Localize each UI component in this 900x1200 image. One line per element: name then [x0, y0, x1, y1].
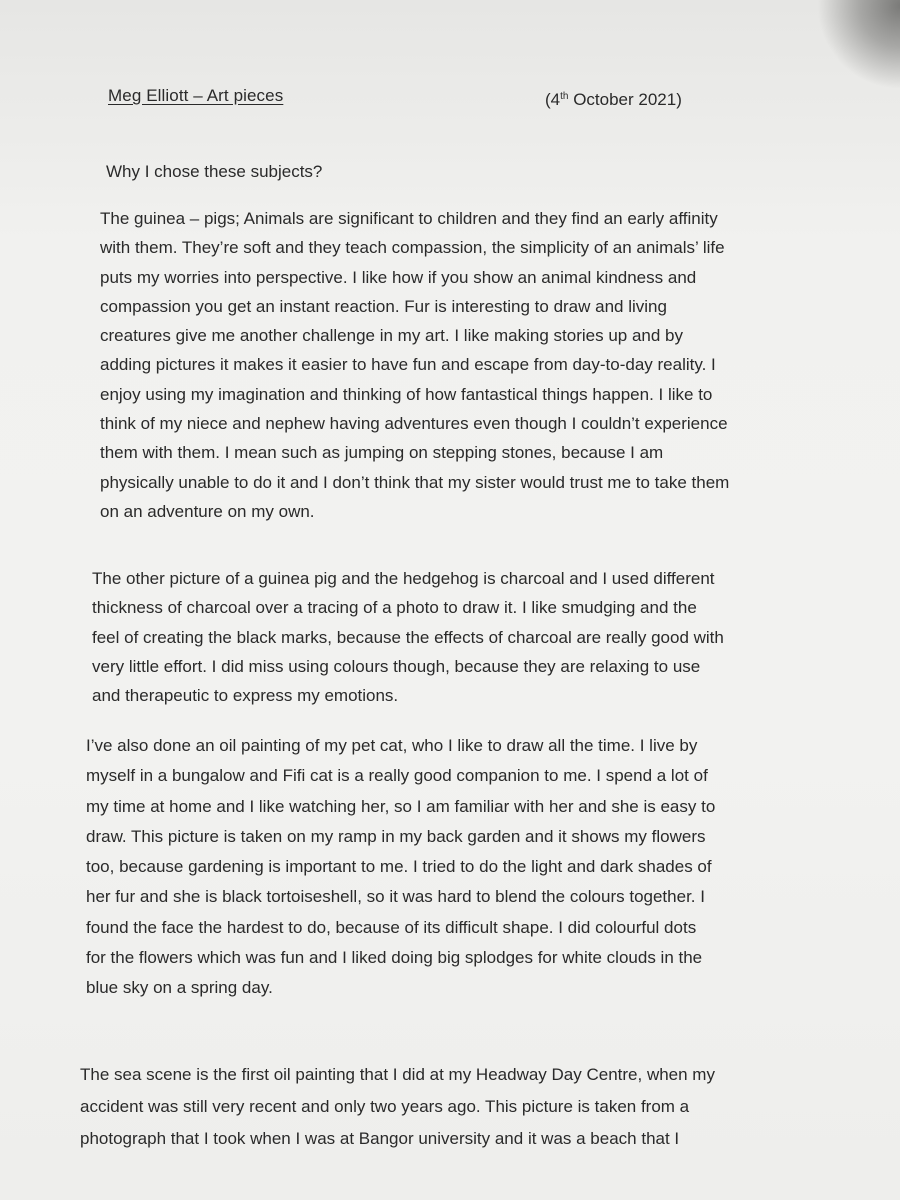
- text-line: for the flowers which was fun and I liked doing big splodges for white clouds in the: [86, 948, 703, 968]
- text-line: The other picture of a guinea pig and the hedgehog is charcoal and I used different: [92, 569, 715, 588]
- section-question: Why I chose these subjects?: [106, 162, 323, 181]
- text-line: my time at home and I like watching her, so I am familiar with her and she is easy to: [86, 796, 716, 816]
- paragraph-cat-painting: [86, 731, 715, 1004]
- date-prefix: (4: [545, 90, 561, 109]
- paragraph-sea-scene: [80, 1059, 715, 1155]
- text-line: draw. This picture is taken on my ramp in my back garden and it shows my flowers: [86, 826, 706, 846]
- text-line: compassion you get an instant reaction. Fur is interesting to draw and living: [100, 296, 667, 316]
- text-line: too, because gardening is important to me. I tried to do the light and dark shades of: [86, 857, 712, 877]
- text-line: adding pictures it makes it easier to have fun and escape from day-to-day reality. I: [100, 355, 716, 375]
- text-line: them with them. I mean such as jumping on stepping stones, because I am: [100, 443, 664, 463]
- text-line: enjoy using my imagination and thinking of how fantastical things happen. I like to: [100, 384, 713, 404]
- text-line: blue sky on a spring day.: [86, 978, 273, 998]
- paragraph-guinea-pigs: [100, 204, 729, 526]
- paragraph-charcoal: [92, 564, 724, 710]
- text-line: with them. They’re soft and they teach compassion, the simplicity of an animals’ life: [100, 238, 725, 258]
- text-line: thickness of charcoal over a tracing of a photo to draw it. I like smudging and the: [92, 598, 697, 618]
- text-line: on an adventure on my own.: [100, 501, 315, 521]
- text-line: creatures give me another challenge in my art. I like making stories up and by: [100, 326, 684, 346]
- text-line: I’ve also done an oil painting of my pet cat, who I like to draw all the time. I live by: [86, 736, 698, 755]
- document-date: [545, 90, 682, 110]
- document-title: Meg Elliott – Art pieces: [108, 86, 284, 105]
- text-line: puts my worries into perspective. I like how if you show an animal kindness and: [100, 267, 697, 287]
- text-line: The sea scene is the first oil painting that I did at my Headway Day Centre, when my: [80, 1065, 715, 1084]
- text-line: feel of creating the black marks, because the effects of charcoal are really good with: [92, 627, 724, 647]
- text-line: physically unable to do it and I don’t think that my sister would trust me to take them: [100, 472, 730, 492]
- text-line: and therapeutic to express my emotions.: [92, 686, 399, 706]
- text-line: myself in a bungalow and Fifi cat is a really good companion to me. I spend a lot of: [86, 766, 708, 786]
- text-line: found the face the hardest to do, because of its difficult shape. I did colourful dots: [86, 917, 697, 937]
- date-suffix: October 2021): [568, 90, 682, 109]
- date-ordinal-suffix: th: [560, 91, 569, 102]
- text-line: photograph that I took when I was at Bangor university and it was a beach that I: [80, 1129, 680, 1148]
- text-line: her fur and she is black tortoiseshell, so it was hard to blend the colours together. I: [86, 887, 705, 907]
- text-line: accident was still very recent and only two years ago. This picture is taken from a: [80, 1097, 690, 1116]
- text-line: The guinea – pigs; Animals are significant to children and they find an early affinity: [100, 209, 718, 228]
- text-line: think of my niece and nephew having adventures even though I couldn’t experience: [100, 414, 728, 434]
- text-line: very little effort. I did miss using colours though, because they are relaxing to use: [92, 656, 701, 676]
